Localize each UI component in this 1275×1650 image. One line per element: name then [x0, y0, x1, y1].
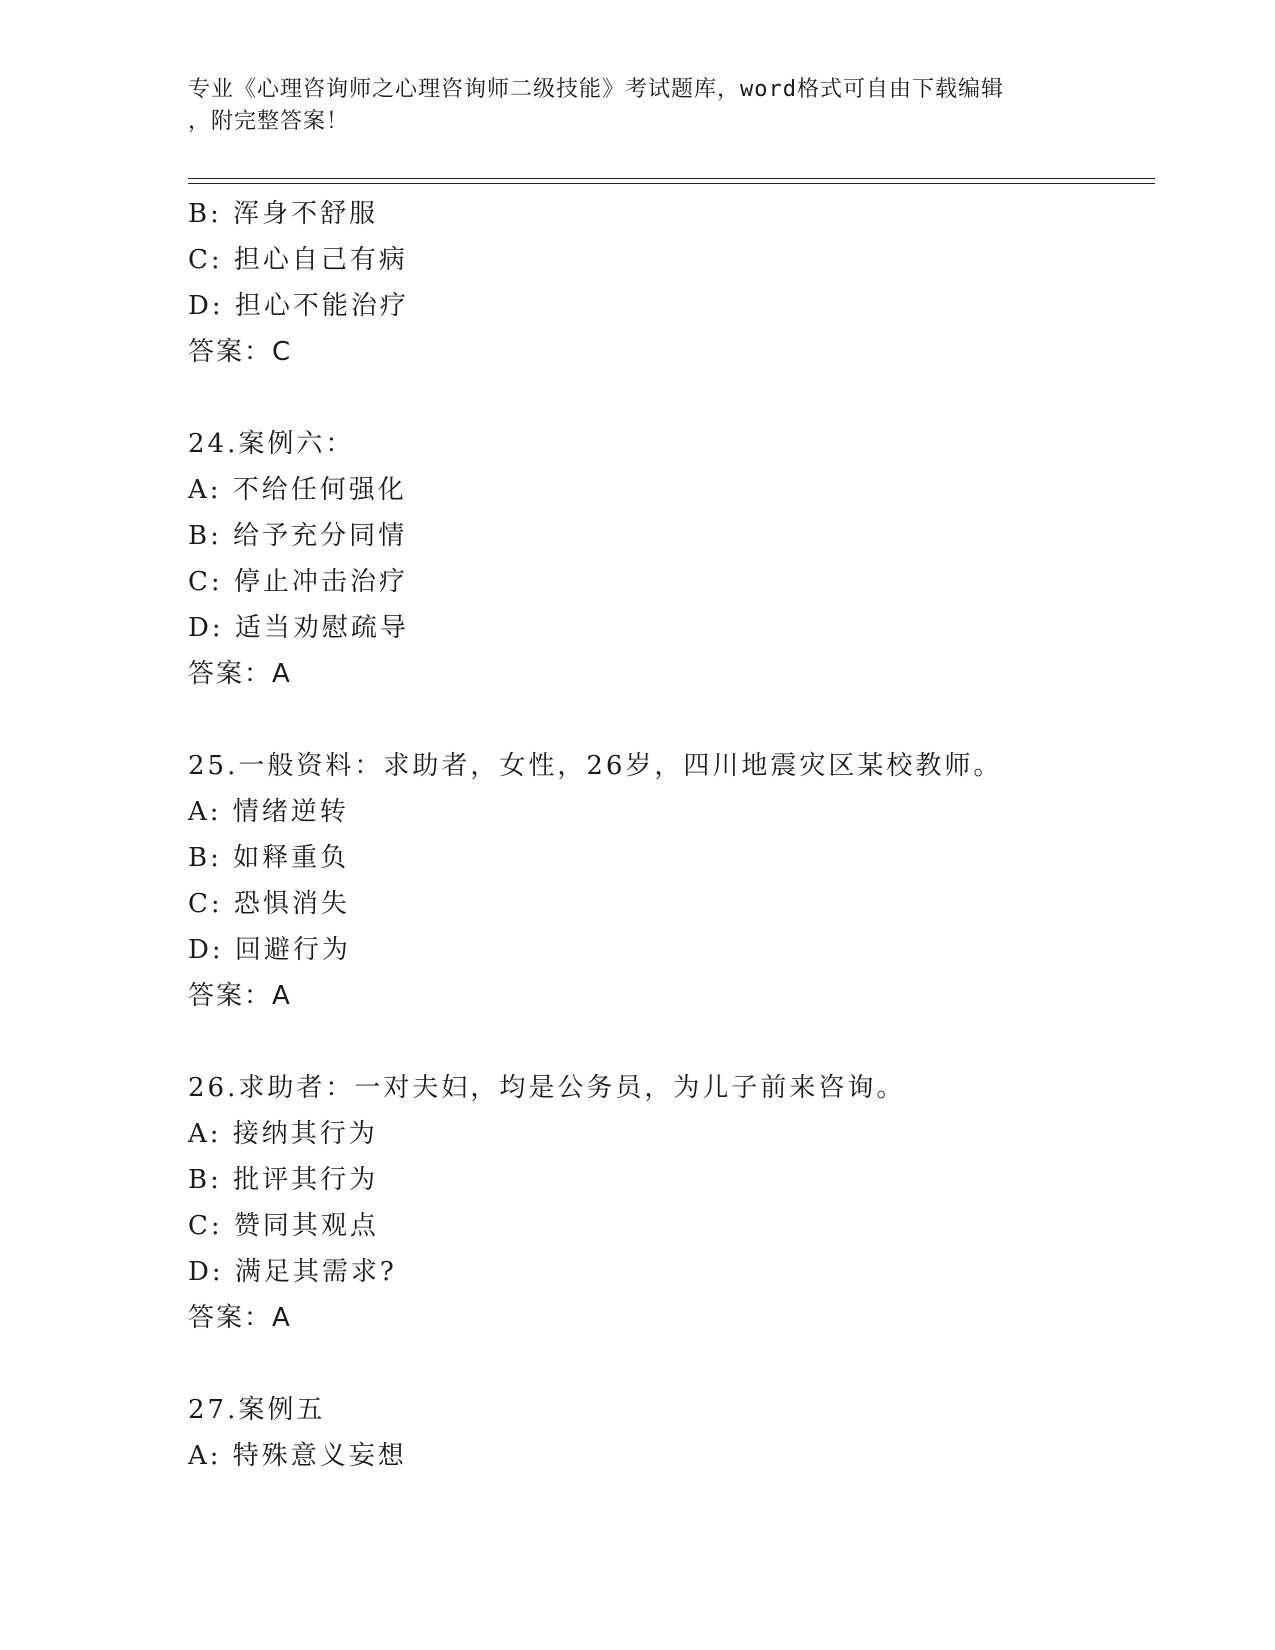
question-block-27 — [188, 1387, 1148, 1479]
option-d: D: 担心不能治疗 — [188, 291, 409, 321]
option-b: B: 如释重负 — [188, 843, 350, 873]
option-d: D: 回避行为 — [188, 935, 351, 965]
header-line-2: ，附完整答案！ — [188, 109, 350, 134]
question-block-24 — [188, 421, 1148, 697]
answer-line: 答案：A — [188, 981, 292, 1011]
header-divider-bottom — [188, 183, 1155, 184]
question-stem: 25.一般资料：求助者，女性，26岁，四川地震灾区某校教师。 — [188, 751, 1003, 781]
document-header — [188, 74, 1088, 138]
option-a: A: 不给任何强化 — [188, 475, 407, 505]
spacer — [188, 1019, 1148, 1065]
option-c: C: 担心自己有病 — [188, 245, 408, 275]
option-b: B: 给予充分同情 — [188, 521, 408, 551]
question-stem: 27.案例五 — [188, 1395, 326, 1425]
option-c: C: 恐惧消失 — [188, 889, 350, 919]
option-b: B: 批评其行为 — [188, 1165, 379, 1195]
option-a: A: 情绪逆转 — [188, 797, 349, 827]
answer-line: 答案：A — [188, 1303, 292, 1333]
question-stem: 26.求助者：一对夫妇，均是公务员，为儿子前来咨询。 — [188, 1073, 906, 1103]
spacer — [188, 697, 1148, 743]
question-block-26 — [188, 1065, 1148, 1341]
question-stem: 24.案例六： — [188, 429, 355, 459]
option-d: D: 适当劝慰疏导 — [188, 613, 409, 643]
spacer — [188, 1341, 1148, 1387]
option-b: B: 浑身不舒服 — [188, 199, 379, 229]
question-block-25 — [188, 743, 1148, 1019]
spacer — [188, 375, 1148, 421]
answer-line: 答案：A — [188, 659, 292, 689]
header-divider-top — [188, 178, 1155, 179]
header-line-1: 专业《心理咨询师之心理咨询师二级技能》考试题库，word格式可自由下载编辑 — [188, 77, 1004, 102]
option-c: C: 赞同其观点 — [188, 1211, 379, 1241]
answer-line: 答案：C — [188, 337, 293, 367]
option-d: D: 满足其需求? — [188, 1257, 397, 1287]
question-block-prev — [188, 191, 1148, 375]
option-a: A: 特殊意义妄想 — [188, 1441, 407, 1471]
option-c: C: 停止冲击治疗 — [188, 567, 408, 597]
question-list — [188, 191, 1148, 1479]
option-a: A: 接纳其行为 — [188, 1119, 378, 1149]
